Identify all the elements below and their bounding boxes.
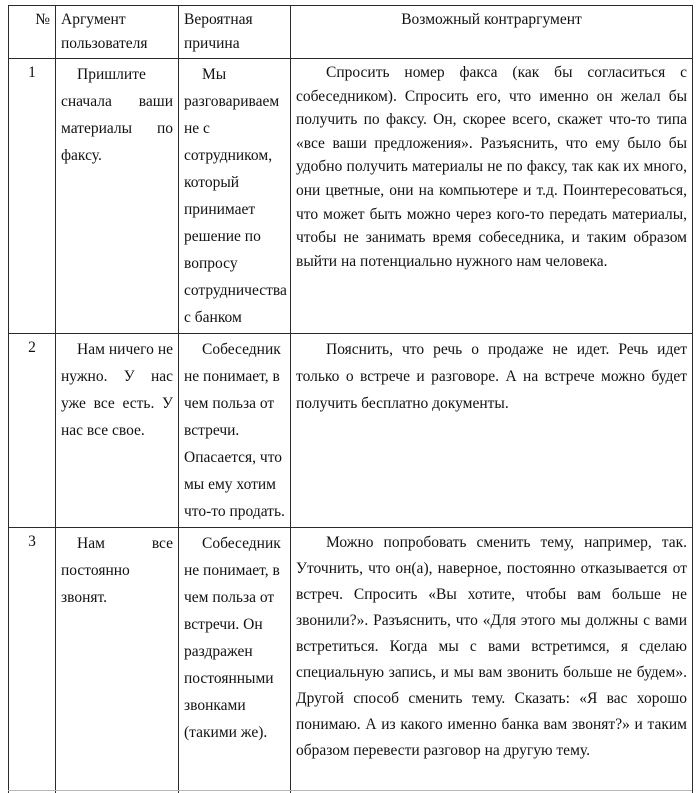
row-number: 2 bbox=[9, 334, 56, 528]
row-number: 3 bbox=[9, 528, 56, 793]
row-number: 1 bbox=[9, 59, 56, 334]
table-row bbox=[9, 334, 693, 528]
header-probable-cause: Вероятная причина bbox=[179, 6, 291, 59]
table-row bbox=[9, 528, 693, 793]
counterargument-cell: Спросить номер факса (как бы согласиться с собеседником). Спросить его, что именно он желал бы получить по факсу. Он, скорее всего, скажет что-то типа «все ваши предложения». Разъяснить, что ему было бы удобно получить материалы не по факсу, так как их много, они цветные, они на компьютере и т.д. Поинтересоваться, что может быть можно через кого-то передать материалы, чтобы не занимать время собеседника, и таким образом выйти на потенциально нужного нам человека. bbox=[291, 59, 693, 334]
objections-table bbox=[8, 5, 693, 793]
table-header-row bbox=[9, 6, 693, 59]
counterargument-cell: Пояснить, что речь о продаже не идет. Речь идет только о встрече и разговоре. А на встрече можно будет получить бесплатно документы. bbox=[291, 334, 693, 528]
user-argument-cell: Пришлите сначала ваши материалы по факсу. bbox=[56, 59, 179, 334]
next-row-cutoff-line bbox=[8, 790, 692, 791]
probable-cause-cell: Собеседник не понимает, в чем польза от встречи. Он раздражен постоянными звонками (такими же). bbox=[179, 528, 291, 793]
header-counterargument: Возможный контраргумент bbox=[291, 6, 693, 59]
header-user-argument: Аргумент пользователя bbox=[56, 6, 179, 59]
probable-cause-cell: Мы разговариваем не с сотрудником, который принимает решение по вопросу сотрудничества с банком bbox=[179, 59, 291, 334]
probable-cause-cell: Собеседник не понимает, в чем польза от встречи. Опасается, что мы ему хотим что-то продать. bbox=[179, 334, 291, 528]
user-argument-cell: Нам все постоянно звонят. bbox=[56, 528, 179, 793]
counterargument-cell: Можно попробовать сменить тему, например, так. Уточнить, что он(а), наверное, постоянно отказывается от встреч. Спросить «Вы хотите, чтобы вам больше не звонили?». Разъяснить, что «Для этого мы должны с вами встретиться. Когда мы с вами встретимся, я сделаю специальную запись, и мы вам звонить больше не будем». Другой способ сменить тему. Сказать: «Я вас хорошо понимаю. А из какого именно банка вам звонят?» и таким образом перевести разговор на другую тему. bbox=[291, 528, 693, 793]
user-argument-cell: Нам ничего не нужно. У нас уже все есть. У нас все свое. bbox=[56, 334, 179, 528]
header-number: № bbox=[9, 6, 56, 59]
table-row bbox=[9, 59, 693, 334]
